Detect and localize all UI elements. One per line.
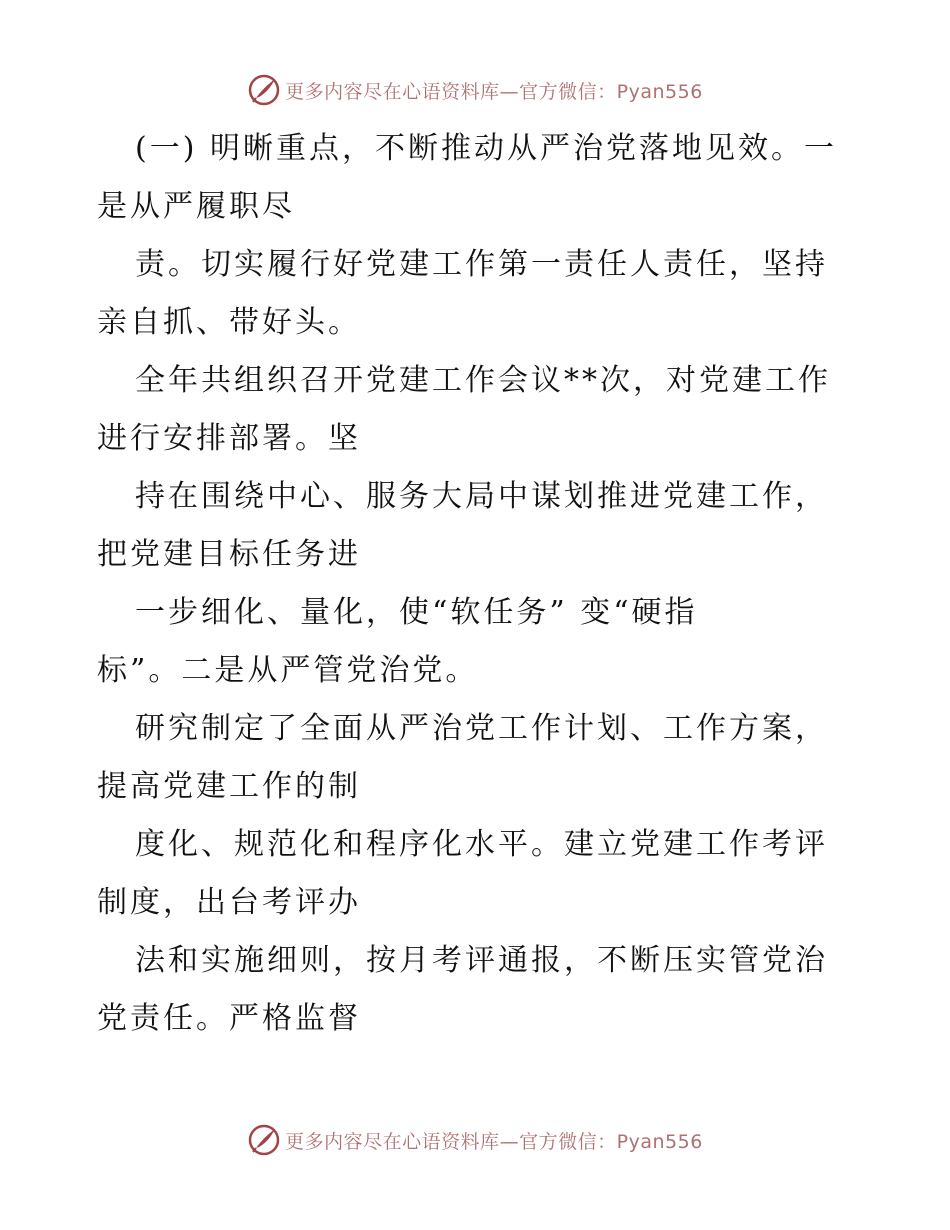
text-line: 研究制定了全面从严治党工作计划、工作方案， <box>135 711 828 746</box>
text-line: 责。切实履行好党建工作第一责任人责任，坚持 <box>135 247 828 282</box>
text-line: 亲自抓、带好头。 <box>97 305 361 340</box>
watermark-text: 更多内容尽在心语资料库—官方微信：Pyan556 <box>285 1130 703 1153</box>
text-line: 一步细化、量化，使“软任务” 变“硬指 <box>135 595 698 630</box>
text-line: 是从严履职尽 <box>97 189 295 224</box>
text-line: 法和实施细则，按月考评通报，不断压实管党治 <box>135 943 828 978</box>
text-line: 标”。二是从严管党治党。 <box>97 653 479 688</box>
text-line: 进行安排部署。坚 <box>97 421 361 456</box>
watermark-text: 更多内容尽在心语资料库—官方微信：Pyan556 <box>285 80 703 103</box>
text-line: 提高党建工作的制 <box>97 769 361 804</box>
text-line: 党责任。严格监督 <box>97 1001 361 1036</box>
text-line: 全年共组织召开党建工作会议**次，对党建工作 <box>135 363 831 398</box>
text-line: (一) 明晰重点，不断推动从严治党落地见效。一 <box>135 131 837 166</box>
text-line: 持在围绕中心、服务大局中谋划推进党建工作， <box>135 479 828 514</box>
text-line: 把党建目标任务进 <box>97 537 361 572</box>
text-line: 度化、规范化和程序化水平。建立党建工作考评 <box>135 827 828 862</box>
text-line: 制度，出台考评办 <box>97 885 361 920</box>
document-body <box>97 120 857 1048</box>
header-watermark <box>0 70 950 110</box>
quill-logo-icon <box>247 73 281 107</box>
footer-watermark <box>0 1120 950 1160</box>
quill-logo-icon <box>247 1123 281 1157</box>
